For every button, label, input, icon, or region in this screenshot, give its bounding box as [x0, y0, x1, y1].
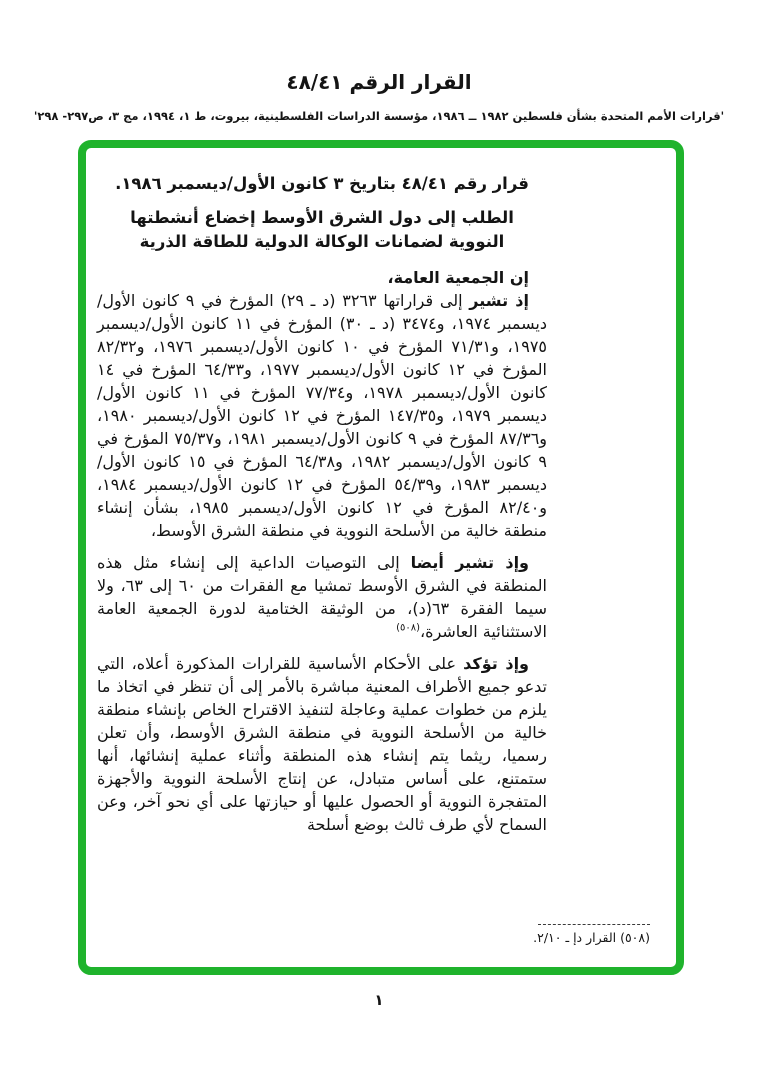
paragraph-lead: إذ تشير	[469, 291, 529, 310]
source-citation: 'قرارات الأمم المتحدة بشأن فلسطين ١٩٨٢ ــ ١٩٨٦، مؤسسة الدراسات الفلسطينية، بيروت، ط ١، ١٩٩٤، مج ٣، ص٢٩٧- ٢٩٨'	[33, 109, 725, 123]
preamble-opening: إن الجمعية العامة،	[387, 268, 529, 287]
resolution-subtitle-line2: النووية لضمانات الوكالة الدولية للطاقة الذرية	[139, 232, 505, 251]
paragraph-recalling	[97, 289, 547, 542]
paragraph-text: إلى التوصيات الداعية إلى إنشاء مثل هذه المنطقة في الشرق الأوسط تمشيا مع الفقرات من ٦٠ إلى ٦٣، ولا سيما الفقرة ٦٣(د)، من الوثيقة الختامية لدورة الجمعية العامة الاستثنائية العاشرة،	[97, 553, 548, 641]
resolution-heading: قرار رقم ٤٨/٤١ بتاريخ ٣ كانون الأول/ديسمبر ١٩٨٦.	[115, 174, 529, 193]
paragraph-text: على الأحكام الأساسية للقرارات المذكورة أعلاه، التي تدعو جميع الأطراف المعنية مباشرة بالأمر إلى أن تنظر في اتخاذ ما يلزم من خطوات عملية وعاجلة لتنفيذ الاقتراح الخاص بإنشاء منطقة خالية من الأسلحة النووية في منطقة الشرق الأوسط، وأن تعلن رسميا، ريثما يتم إنشاء هذه المنطقة وأثناء عملية إنشائها، أنها ستمتنع، على أساس متبادل، عن إنتاج الأسلحة النووية والأجهزة المتفجرة النووية أو الحصول عليها أو حيازتها على أي نحو آخر، وعن السماح لأي طرف ثالث بوضع أسلحة	[97, 654, 547, 834]
page-title: القرار الرقم ٤٨/٤١	[286, 70, 472, 94]
resolution-body	[97, 172, 547, 836]
paragraph-emphasizing	[97, 652, 547, 836]
paragraph-text: إلى قراراتها ٣٢٦٣ (د ـ ٢٩) المؤرخ في ٩ كانون الأول/ديسمبر ١٩٧٤، و٣٤٧٤ (د ـ ٣٠) المؤرخ في ١١ كانون الأول/ديسمبر ١٩٧٥، و٧١/٣١ المؤرخ في ١٠ كانون الأول/ديسمبر ١٩٧٦، و٨٢/٣٢ المؤرخ في ١٢ كانون الأول/ديسمبر ١٩٧٧، و٦٤/٣٣ المؤرخ في ١٤ كانون الأول/ديسمبر ١٩٧٨، و٧٧/٣٤ المؤرخ في ١١ كانون الأول/ديسمبر ١٩٧٩، و١٤٧/٣٥ المؤرخ في ١٢ كانون الأول/ديسمبر ١٩٨٠، و٨٧/٣٦ المؤرخ في ٩ كانون الأول/ديسمبر ١٩٨١، و٧٥/٣٧ المؤرخ في ٩ كانون الأول/ديسمبر ١٩٨٢، و٦٤/٣٨ المؤرخ في ١٥ كانون الأول/ديسمبر ١٩٨٣، و٥٤/٣٩ المؤرخ في ١٢ كانون الأول/ديسمبر ١٩٨٤، و٨٢/٤٠ المؤرخ في ١٢ كانون الأول/ديسمبر ١٩٨٥، بشأن إنشاء منطقة خالية من الأسلحة النووية في منطقة الشرق الأوسط،	[97, 291, 548, 540]
footnote-reference: (٥٠٨)	[396, 622, 421, 634]
paragraph-recalling-also	[97, 551, 547, 643]
paragraph-lead: وإذ تشير أيضا	[410, 553, 529, 572]
footnote	[533, 924, 650, 945]
resolution-text	[97, 266, 547, 836]
resolution-subtitle-line1: الطلب إلى دول الشرق الأوسط إخضاع أنشطتها	[130, 208, 514, 227]
footnote-separator-rule	[538, 924, 650, 925]
resolution-border-box	[78, 140, 684, 975]
paragraph-lead: وإذ تؤكد	[463, 654, 529, 673]
footnote-text: (٥٠٨) القرار دإ ـ ٢/١٠.	[533, 930, 650, 945]
page-number: ١	[374, 991, 384, 1009]
resolution-subtitle	[97, 206, 547, 254]
